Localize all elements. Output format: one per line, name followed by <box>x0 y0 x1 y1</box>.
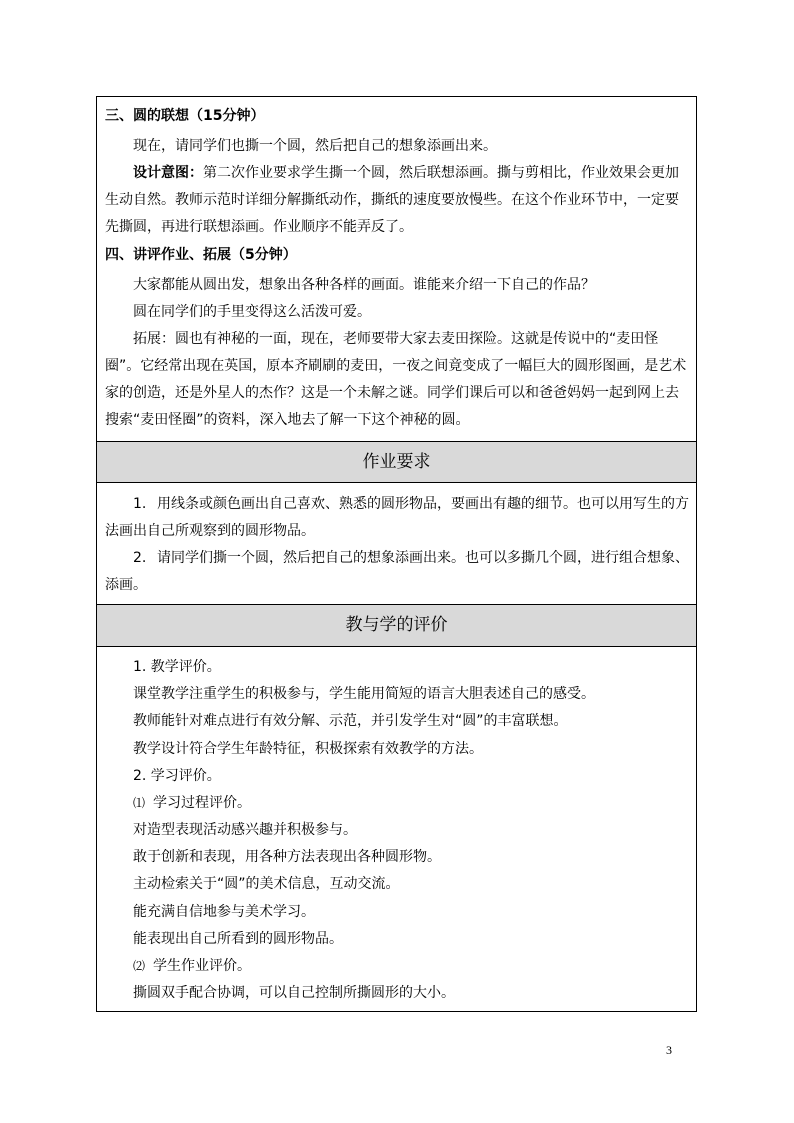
evaluation-line: 教师能针对难点进行有效分解、示范，并引发学生对“圆”的丰富联想。 <box>133 713 568 729</box>
homework-header: 作业要求 <box>362 452 431 472</box>
evaluation-line: 能充满自信地参与美术学习。 <box>133 904 315 920</box>
evaluation-number: ⑵ <box>133 959 146 973</box>
evaluation-line: 撕圆双手配合协调，可以自己控制所撕圆形的大小。 <box>133 985 455 1001</box>
paragraph: 现在，请同学们也撕一个圆，然后把自己的想象添画出来。 <box>133 138 497 154</box>
design-intent-text: 第二次作业要求学生撕一个圆，然后联想添画。撕与剪相比，作业效果会更加 <box>203 165 679 181</box>
evaluation-header-cell <box>97 605 696 646</box>
paragraph-line: 搜索“麦田怪圈”的资料，深入地去了解一下这个神秘的圆。 <box>105 412 470 428</box>
paragraph-line: 家的创造，还是外星人的杰作？这是一个未解之谜。同学们课后可以和爸爸妈妈一起到网上去 <box>105 385 679 401</box>
section-title-circle-association: 三、圆的联想（15分钟） <box>105 108 265 124</box>
evaluation-line: 主动检索关于“圆”的美术信息，互动交流。 <box>133 876 400 892</box>
homework-item-number: 1. <box>133 496 147 512</box>
evaluation-line: 敢于创新和表现，用各种方法表现出各种圆形物。 <box>133 849 441 865</box>
evaluation-line: 2. 学习评价。 <box>133 768 221 784</box>
evaluation-line: 1. 教学评价。 <box>133 659 221 675</box>
paragraph: 圆在同学们的手里变得这么活泼可爱。 <box>133 304 371 320</box>
paragraph-line: 先撕圆，再进行联想添画。作业顺序不能弄反了。 <box>105 219 413 235</box>
homework-header-cell <box>97 442 696 482</box>
section-title-review: 四、讲评作业、拓展（5分钟） <box>105 247 297 263</box>
paragraph: 大家都能从圆出发，想象出各种各样的画面。谁能来介绍一下自己的作品？ <box>133 277 595 293</box>
design-intent-line <box>133 164 679 183</box>
lesson-plan-table <box>96 96 697 1012</box>
homework-item-text: 法画出自己所观察到的圆形物品。 <box>105 523 315 539</box>
homework-item-number: 2. <box>133 550 147 566</box>
evaluation-line: 学习过程评价。 <box>153 795 251 811</box>
evaluation-number: ⑴ <box>133 796 146 810</box>
evaluation-line: 教学设计符合学生年龄特征，积极探索有效教学的方法。 <box>133 741 483 757</box>
homework-item-text: 添画。 <box>105 577 147 593</box>
page-number: 3 <box>666 1043 672 1057</box>
evaluation-line: 课堂教学注重学生的积极参与，学生能用简短的语言大胆表述自己的感受。 <box>133 686 595 702</box>
paragraph-line: 拓展：圆也有神秘的一面，现在，老师要带大家去麦田探险。这就是传说中的“麦田怪 <box>133 331 659 347</box>
evaluation-line: 对造型表现活动感兴趣并积极参与。 <box>133 822 357 838</box>
evaluation-line: 学生作业评价。 <box>153 958 251 974</box>
evaluation-header: 教与学的评价 <box>345 615 448 635</box>
design-intent-label: 设计意图： <box>133 165 203 181</box>
homework-item-text: 请同学们撕一个圆，然后把自己的想象添画出来。也可以多撕几个圆，进行组合想象、 <box>157 550 689 566</box>
paragraph-line: 生动自然。教师示范时详细分解撕纸动作，撕纸的速度要放慢些。在这个作业环节中，一定要 <box>105 192 679 208</box>
homework-item-text: 用线条或颜色画出自己喜欢、熟悉的圆形物品，要画出有趣的细节。也可以用写生的方 <box>157 496 689 512</box>
paragraph-line: 圈”。它经常出现在英国，原本齐刷刷的麦田，一夜之间竟变成了一幅巨大的圆形图画，是艺术 <box>105 358 687 374</box>
evaluation-line: 能表现出自己所看到的圆形物品。 <box>133 931 343 947</box>
